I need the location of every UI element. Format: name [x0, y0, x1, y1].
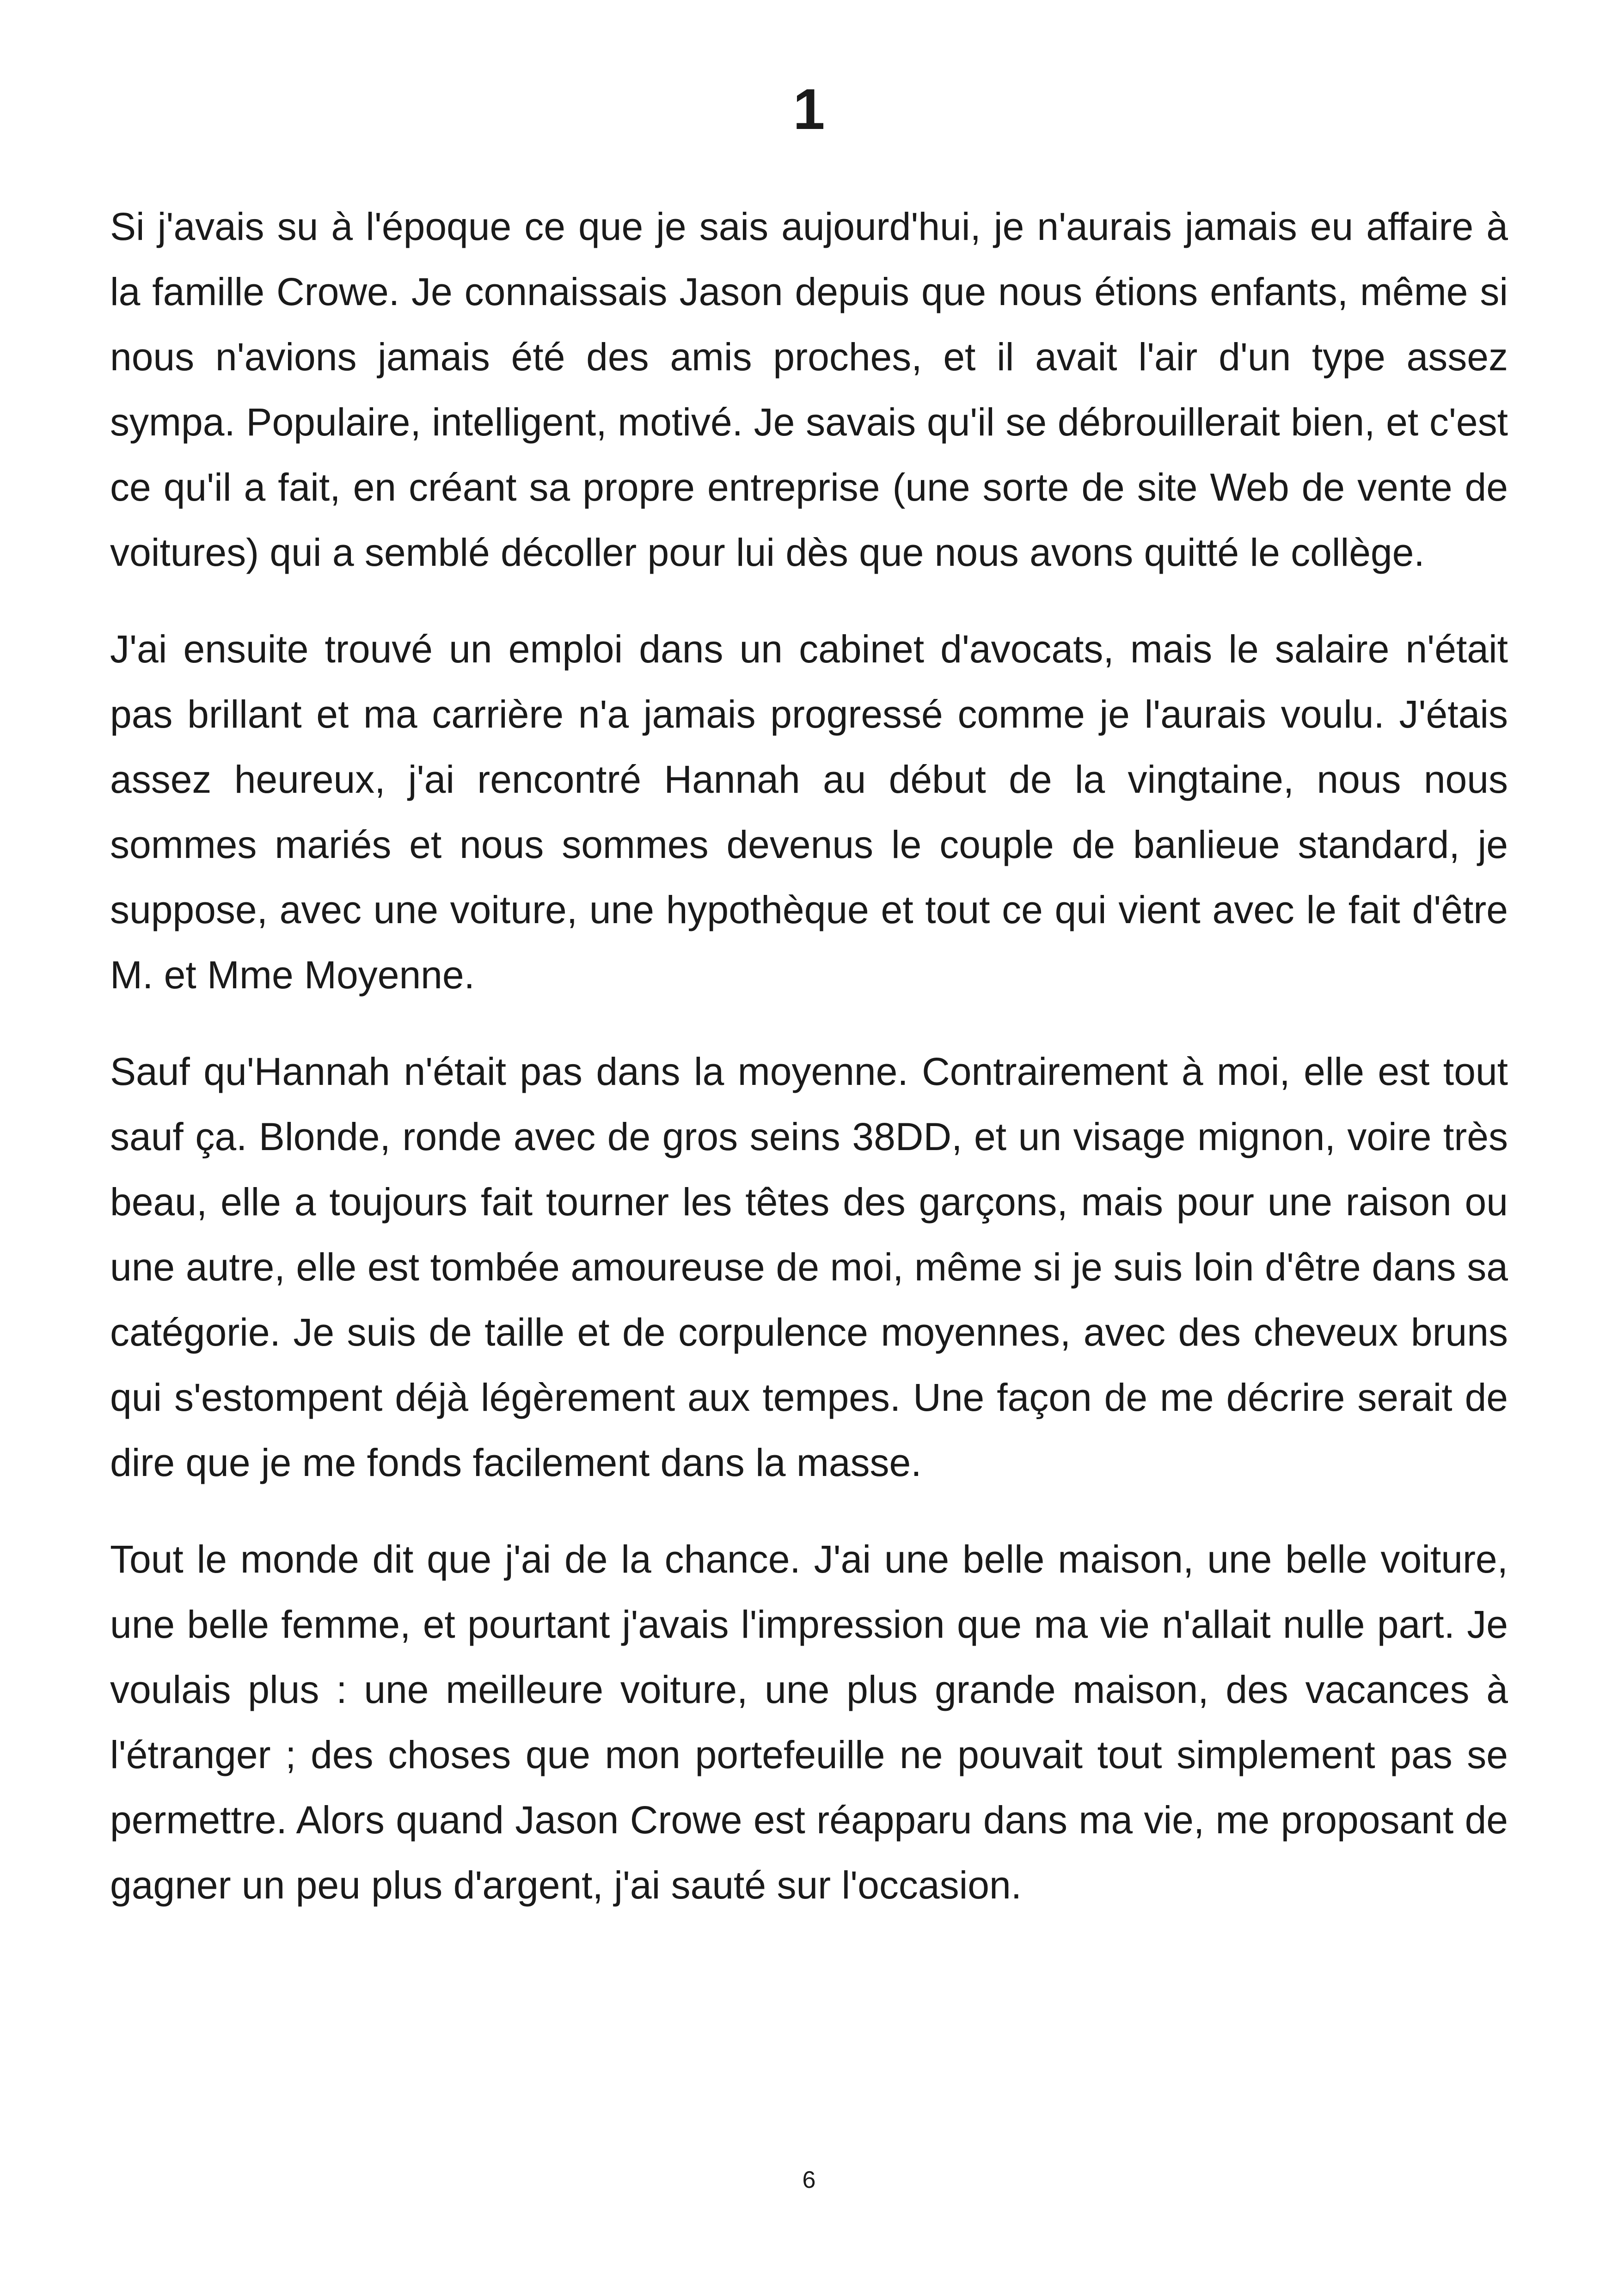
page-number: 6	[802, 2167, 816, 2193]
paragraph: Sauf qu'Hannah n'était pas dans la moyenne. Contrairement à moi, elle est tout sauf ça. Blonde, ronde avec de gros seins 38DD, et un visage mignon, voire très beau, elle a toujours fait tourner les têtes des garçons, mais pour une raison ou une autre, elle est tombée amoureuse de moi, même si je suis loin d'être dans sa catégorie. Je suis de taille et de corpulence moyennes, avec des cheveux bruns qui s'estompent déjà légèrement aux tempes. Une façon de me décrire serait de dire que je me fonds facilement dans la masse.	[110, 1050, 1508, 1484]
paragraph: Si j'avais su à l'époque ce que je sais aujourd'hui, je n'aurais jamais eu affaire à la famille Crowe. Je connaissais Jason depuis que nous étions enfants, même si nous n'avions jamais été des amis proches, et il avait l'air d'un type assez sympa. Populaire, intelligent, motivé. Je savais qu'il se débrouillerait bien, et c'est ce qu'il a fait, en créant sa propre entreprise (une sorte de site Web de vente de voitures) qui a semblé décoller pour lui dès que nous avons quitté le collège.	[110, 205, 1508, 574]
paragraph: J'ai ensuite trouvé un emploi dans un cabinet d'avocats, mais le salaire n'était pas brillant et ma carrière n'a jamais progressé comme je l'aurais voulu. J'étais assez heureux, j'ai rencontré Hannah au début de la vingtaine, nous nous sommes mariés et nous sommes devenus le couple de banlieue standard, je suppose, avec une voiture, une hypothèque et tout ce qui vient avec le fait d'être M. et Mme Moyenne.	[110, 627, 1508, 997]
chapter-number: 1	[793, 78, 825, 141]
paragraph: Tout le monde dit que j'ai de la chance. J'ai une belle maison, une belle voiture, une belle femme, et pourtant j'avais l'impression que ma vie n'allait nulle part. Je voulais plus : une meilleure voiture, une plus grande maison, des vacances à l'étranger ; des choses que mon portefeuille ne pouvait tout simplement pas se permettre. Alors quand Jason Crowe est réapparu dans ma vie, me proposant de gagner un peu plus d'argent, j'ai sauté sur l'occasion.	[110, 1537, 1508, 1907]
chapter-body	[110, 194, 1508, 1949]
